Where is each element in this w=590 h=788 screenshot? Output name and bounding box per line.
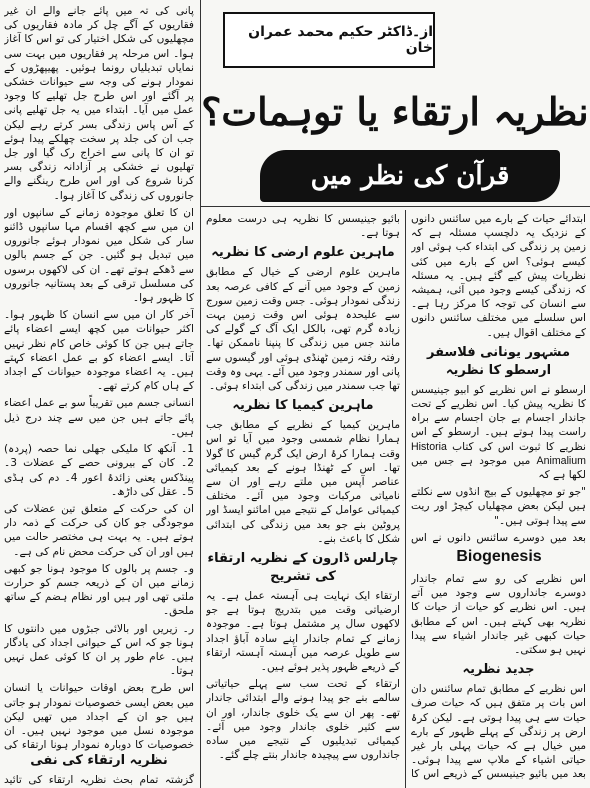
section-heading: ماہرین علوم ارضی کا نظریہ — [211, 245, 395, 261]
byline: از۔ڈاکٹر حکیم محمد عمران خان — [223, 12, 435, 68]
paragraph: ان کا تعلق موجودہ زمانے کے سانپوں اور ان میں سے کچھ اقسام مہا سانپوں ڈائنو سار کی شکل میں نمودار ہوئے جانوروں میں تبدیل ہو گئیں۔ جن کے جسم بالوں سے ڈھکے ہوتے تھے۔ ان کی لاکھوں برسوں کی مسلسل ترقی کے بعد پستانیہ جانوروں کا ظہور ہوا۔ — [4, 206, 194, 305]
column-middle — [206, 212, 400, 784]
paragraph: 1۔ آنکھ کا ملیکی جھلی نما حصہ (پردہ) 2۔ کان کے بیرونی حصے کے عضلات 3۔ پینڈکس یعنی زائدۂ اعور 4۔ دم کی ہڈی 5۔ عقل کی داڑھ۔ — [4, 443, 194, 498]
column-left — [4, 4, 194, 754]
column-right-bottom — [411, 572, 586, 784]
header-rule — [200, 206, 590, 207]
section-heading: مشہور یونانی فلاسفر ارسطو کا نظریہ — [426, 344, 571, 378]
paragraph: آخر کار ان میں سے انسان کا ظہور ہوا۔ اکثر حیوانات میں کچھ ایسے اعضاء پائے جاتے ہیں جن کا کوئی خاص کام نظر نہیں آتا۔ ایسے اعضاء کو بے عمل اعضاء کہتے ہیں۔ یہ اعضاء موجودہ حیوانات کے اجداد کے ہاں کام کرتے تھے۔ — [4, 309, 194, 393]
paragraph — [411, 383, 586, 482]
paragraph: و۔ جسم پر بالوں کا موجود ہونا جو کبھی زمانے میں ان کے ذریعہ جسم کو حرارت ملتی تھی اور ہیں اور نظام ہضم کے ساتھ ملحق۔ — [4, 562, 194, 618]
paragraph-text: ارسطو نے اس نظریے کو ابیو جینیسس کا نظریہ پیش کیا۔ اس نظریے کے تحت جاندار اجسام بے جان اجسام سے براہ راست پیدا ہوتے ہیں۔ ارسطو کے اس نظریے کا ثبوت اس کی کتاب — [411, 383, 586, 453]
section-heading: نظریہ ارتقاء کی نفی — [30, 753, 168, 768]
paragraph-text: میں موجود ہے جس میں لکھا ہے کہ — [411, 454, 586, 482]
headline: نظریہ ارتقاء یا توہمات؟ — [201, 89, 589, 134]
subheadline: قرآن کی نظر میں — [260, 150, 560, 202]
section-heading: جدید نظریہ — [462, 662, 535, 678]
paragraph: پانی کی تہ میں پائے جانے والے ان غیر فقاریوں کے آگے چل کر مادہ فقاریوں کی مچھلیوں کی شکل اختیار کی تو اس کا آغاز ہوا۔ اس مرحلہ پر فقاریوں میں بہت سی نمایاں تبدیلیاں رونما ہوئیں۔ پھیپھڑوں کے نمودار ہونے کی وجہ سے حیوانات خشکی پر آگئے اور اس طرح جل تھلیے کا وجود عمل میں آیا۔ ابتداء میں یہ جل تھلیے پانی کے آس پاس زندگی بسر کرتے رہے لیکن جب ان کی جلد پر سخت چھلکے پیدا ہوئے تو ان کا پانی سے اخراج رک گیا اور جل تھلیوں نے خشکی پر آزادانہ زندگی بسر کرنا شروع کی اور اس طرح رینگنے والے جانوروں کی زندگی کا آغاز ہوا۔ — [4, 5, 194, 202]
paragraph: ان کی حرکت کے متعلق تین عضلات کی موجودگی جو کان کی حرکت کے ذمہ دار ہوتے ہیں۔ یہ بہت ہی مختصر حالت میں ہیں اور ان کی حرکت محض نام کی ہے۔ — [4, 502, 194, 558]
paragraph: اس طرح بعض اوقات حیوانات یا انسان میں بعض ایسی خصوصیات نمودار ہو جاتی ہیں جو ان کے اجداد میں تھیں لیکن موجودہ نسل میں موجود نہیں ہیں۔ ان خصوصیات کا دوبارہ نمودار ہونا ارتقاء کی — [4, 682, 194, 752]
paragraph: ارتقاء ایک نہایت ہی آہستہ عمل ہے۔ یہ ارضیاتی وقت میں بتدریج ہوتا ہے جو لاکھوں سال پر مشتمل ہوتا ہے۔ موجودہ زمانے کے تمام جاندار اپنے سادہ آباؤ اجداد سے طویل عرصہ میں آہستہ آہستہ ارتقاء کے ذریعے ظہور پذیر ہوئے ہیں۔ — [206, 590, 400, 674]
book-title: Historia Animalium — [411, 440, 586, 467]
quote: "جو تو مچھلیوں کے بیج انڈوں سے نکلتے ہیں لیکن بعض مچھلیاں کیچڑ اور ریت سے پیدا ہوتی ہیں۔" — [411, 486, 586, 527]
paragraph: ر۔ زیریں اور بالائی جبڑوں میں دانتوں کا ہونا جو کہ اس کے حیوانی اجداد کی یادگار ہیں۔ عام طور پر ان کا کوئی عمل نہیں ہوتا۔ — [4, 622, 194, 678]
paragraph: گزشتہ تمام بحث نظریہ ارتقاء کی تائید — [4, 774, 194, 786]
paragraph: بعد میں دوسرے سائنس دانوں نے اس — [411, 531, 586, 544]
paragraph: اس نظریے کی رو سے تمام جاندار دوسرے جانداروں سے وجود میں آتے ہیں۔ اس نظریے کو حیات از حیات کا نظریہ بھی کہتے ہیں۔ اس کے مطابق حیات کبھی غیر جاندار اشیاء سے پیدا نہیں ہو سکتی۔ — [411, 573, 586, 657]
column-rule — [405, 210, 406, 788]
bottom-left-block — [4, 748, 194, 786]
paragraph: ماہرین علوم ارضی کے خیال کے مطابق زمین کے وجود میں آنے کے کافی عرصہ بعد زندگی نمودار ہوئی۔ جس وقت زمین سورج سے علیحدہ ہوئی اس وقت زمین بہت زیادہ گرم تھی، بالکل ایک آگ کے گولے کی مانند جس میں زندگی کا پنپنا ناممکن تھا۔ رفتہ رفتہ زمین ٹھنڈی ہوئی اور گیسوں سے پانی اور سمندر وجود میں آئے۔ یہی وہ وقت تھا جب سمندر میں زندگی کی ابتداء ہوئی۔ — [206, 266, 400, 393]
column-right-top — [411, 212, 586, 544]
section-heading: ماہرین کیمیا کا نظریہ — [232, 398, 374, 414]
paragraph: ماہرین کیمیا کے نظریے کے مطابق جب ہمارا نظام شمسی وجود میں آیا تو اس وقت ہمارا کرۂ ارض ایک گرم گیس کا گولا تھا۔ اس کے ٹھنڈا ہونے کے بعد کیمیائی عناصر آپس میں ملتے رہے اور ان سے نامیاتی مرکبات وجود میں آئے۔ مختلف کیمیائی عوامل کے نتیجے میں امائنو ایسڈ اور پروٹین بنے جو بعد میں زندگی کی ابتدائی شکل کا باعث بنے۔ — [206, 419, 400, 545]
paragraph: ارتقاء کے تحت سب سے پہلے حیاتیاتی سالمے بنے جو پیدا ہونے والے ابتدائی جاندار تھے۔ پھر ان سے یک خلوی جاندار، اور ان سے کثیر خلوی جاندار وجود میں آئے۔ کیمیائی تبدیلیوں کے نتیجے میں ساده جانداروں سے پیچیدہ جاندار بنتے چلے گئے۔ — [206, 678, 400, 762]
paragraph: اس نظریے کے مطابق تمام سائنس دان اس بات پر متفق ہیں کہ حیات صرف حیات سے ہی پیدا ہوتی ہے۔ لیکن کرۂ ارض پر زندگی کے پہلے ظہور کے بارے میں خیال ہے کہ حیات پہلی بار غیر حیاتی اشیاء کے ملاپ سے پیدا ہوئی۔ بعد میں بائیو جینیسس کے ذریعے اس کا — [411, 683, 586, 781]
paragraph: انسانی جسم میں تقریباً سو بے عمل اعضاء پائے جاتے ہیں جن میں سے چند درج ذیل ہیں۔ — [4, 397, 194, 438]
paragraph: ابتدائے حیات کے بارے میں سائنس دانوں کے نزدیک یہ دلچسپ مسئلہ ہے کہ زمین پر زندگی کی ابتداء کب ہوئی اور کیسے ہوئی؟ اس کے بارے میں کئی نظریات پیش کیے گئے ہیں۔ یہ مسئلہ کہ زندگی کیسے وجود میں آئی، ہمیشہ سے انسان کی توجہ کا مرکز رہا ہے۔ اس سلسلے میں مختلف سائنس دانوں کے مختلف اقوال ہیں۔ — [411, 213, 586, 339]
paragraph: بائیو جینیسس کا نظریہ ہی درست معلوم ہوتا ہے۔ — [206, 213, 400, 240]
section-heading: چارلس ڈارون کے نظریہ ارتقاء کی تشریح — [207, 551, 399, 585]
section-heading-biogenesis: Biogenesis — [456, 548, 542, 565]
